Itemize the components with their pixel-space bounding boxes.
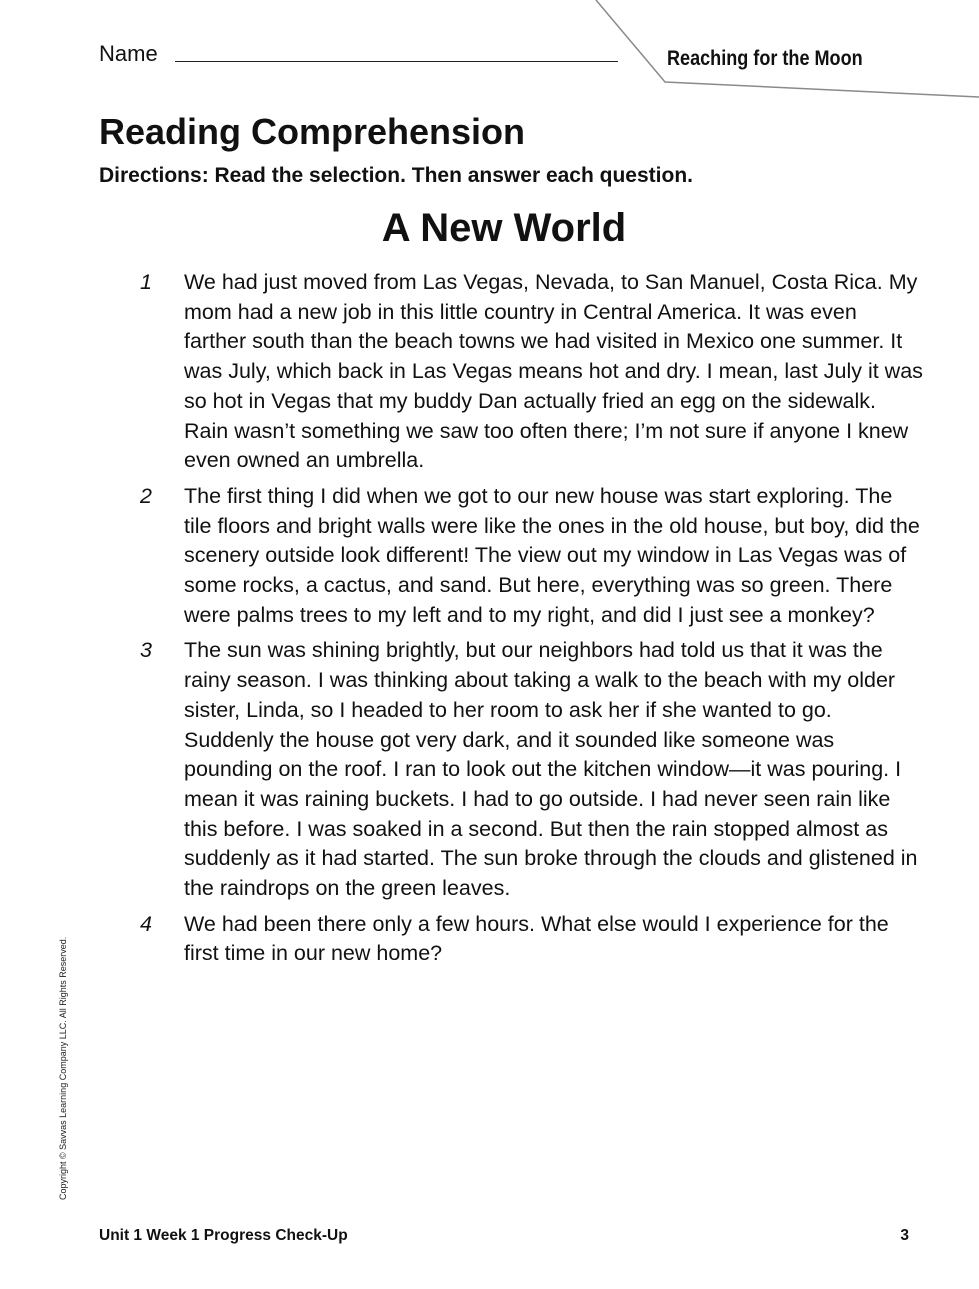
paragraph-number: 1 bbox=[140, 270, 152, 294]
unit-title: Reaching for the Moon bbox=[667, 47, 863, 70]
section-title: Reading Comprehension bbox=[99, 111, 526, 152]
directions: Directions: Read the selection. Then answer each question. bbox=[99, 164, 693, 187]
story-title: A New World bbox=[381, 206, 627, 250]
page-number: 3 bbox=[900, 1227, 909, 1244]
paragraph-text: We had been there only a few hours. What else would I experience for the first time in our new home? bbox=[184, 911, 889, 966]
paragraph-number: 3 bbox=[140, 638, 152, 663]
paragraph-1 bbox=[140, 268, 930, 476]
paragraph-number: 4 bbox=[140, 911, 152, 936]
footer-label: Unit 1 Week 1 Progress Check-Up bbox=[99, 1227, 348, 1244]
paragraph-number: 2 bbox=[140, 483, 152, 508]
paragraph-text: The sun was shining brightly, but our neighbors had told us that it was the rainy season. I was thinking about taking a walk to the beach with my older sister, Linda, so I headed to her room to ask her if she wanted to go. Suddenly the house got very dark, and it sounded like someone was pounding on the roof. I ran to look out the kitchen window—it was pouring. I mean it was raining buckets. I had to go outside. I had never seen rain like this before. I was soaked in a second. But then the rain stopped almost as suddenly as it had started. The sun broke through the clouds and glistened in the raindrops on the green leaves. bbox=[184, 638, 918, 901]
paragraph-3 bbox=[140, 636, 930, 903]
paragraph-2 bbox=[140, 482, 930, 631]
copyright-notice: Copyright © Savvas Learning Company LLC. All Rights Reserved. bbox=[58, 936, 68, 1200]
paragraph-text: We had just moved from Las Vegas, Nevada, to San Manuel, Costa Rica. My mom had a new job in this little country in Central America. It was even farther south than the beach towns we had visited in Mexico one summer. It was July, which back in Las Vegas means hot and dry. I mean, last July it was so hot in Vegas that my buddy Dan actually fried an egg on the sidewalk. Rain wasn’t something we saw too often there; I’m not sure if anyone I knew even owned an umbrella. bbox=[184, 270, 923, 473]
paragraph-4 bbox=[140, 910, 930, 969]
paragraph-text: The first thing I did when we got to our new house was start exploring. The tile floors and bright walls were like the ones in the old house, but boy, did the scenery outside look different! The view out my window in Las Vegas was of some rocks, a cactus, and sand. But here, everything was so green. There were palms trees to my left and to my right, and did I just see a monkey? bbox=[184, 483, 920, 627]
name-input-line[interactable] bbox=[175, 61, 618, 62]
passage bbox=[140, 268, 930, 975]
name-label: Name bbox=[99, 41, 158, 66]
